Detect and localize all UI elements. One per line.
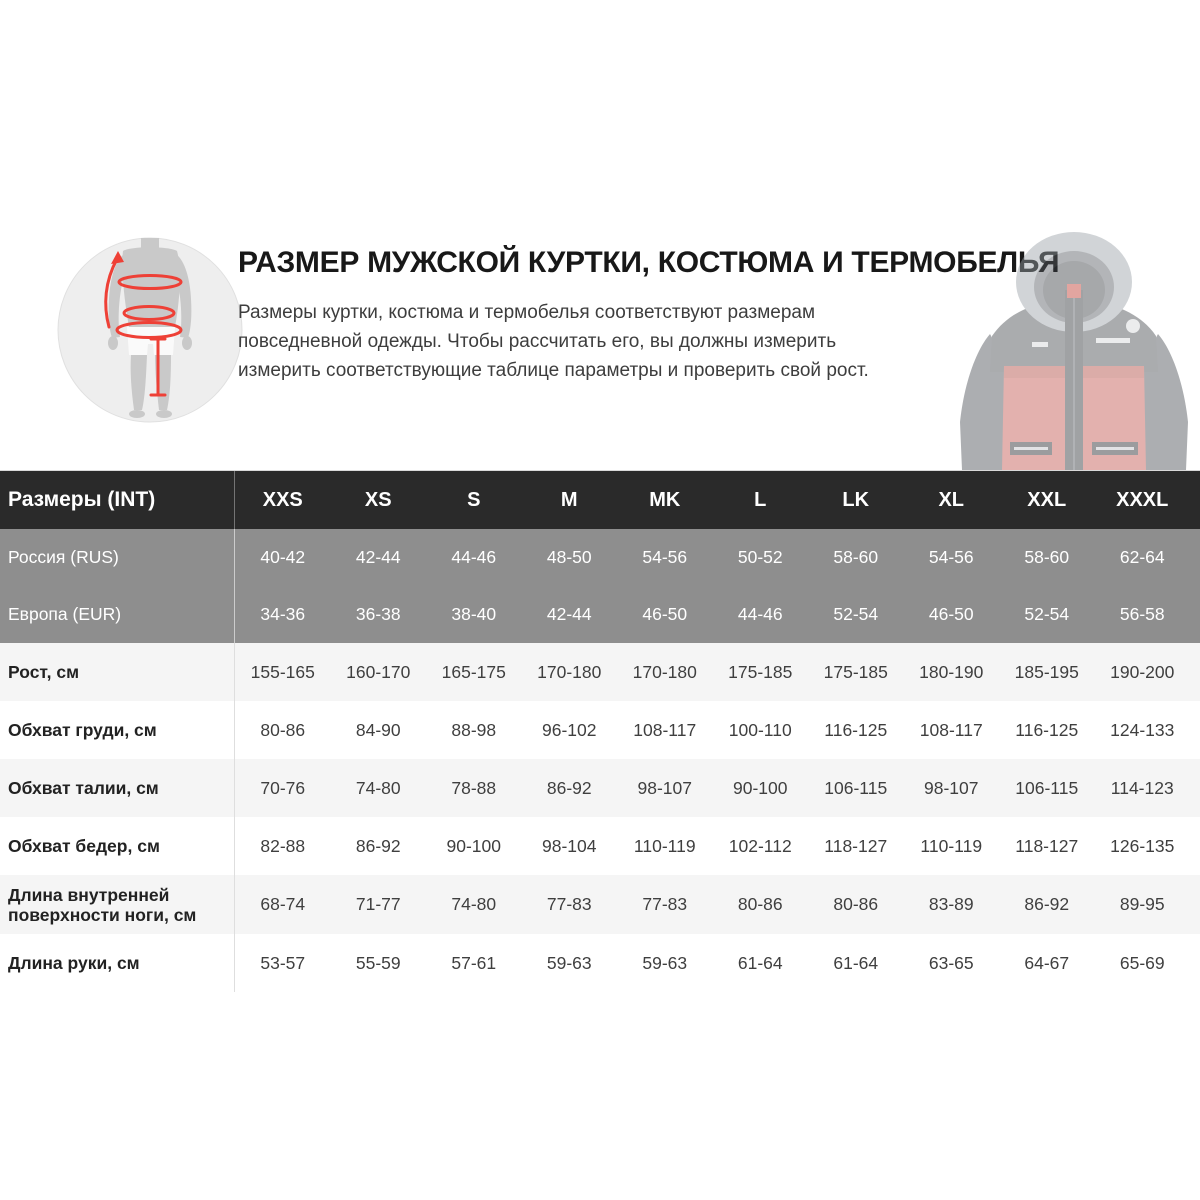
measurement-cell: 59-63 xyxy=(546,952,592,973)
jacket-illustration xyxy=(948,226,1200,470)
measurement-cell: 118-127 xyxy=(824,835,888,856)
measurement-cell: 88-98 xyxy=(451,719,497,740)
size-cell: 50-52 xyxy=(737,547,783,567)
measurement-cell: 98-104 xyxy=(542,835,597,856)
measurement-row-label: Обхват талии, см xyxy=(0,759,235,817)
measurement-cell: 80-86 xyxy=(737,894,783,914)
measurement-cell: 84-90 xyxy=(355,719,401,740)
size-cell: 48-50 xyxy=(546,547,592,567)
column-header-mk: MK xyxy=(649,488,681,511)
column-header-lk: LK xyxy=(842,488,870,511)
measurement-cell: 118-127 xyxy=(1015,835,1079,856)
size-cell: 38-40 xyxy=(451,604,497,624)
size-cell: 58-60 xyxy=(1024,547,1070,567)
measurement-row xyxy=(0,701,1200,759)
measurement-row-label: Обхват груди, см xyxy=(0,701,235,759)
measurement-cell: 110-119 xyxy=(633,835,696,856)
size-cell: 44-46 xyxy=(737,604,783,624)
measurement-cell: 65-69 xyxy=(1119,952,1165,973)
measurement-cell: 77-83 xyxy=(642,894,688,914)
body-measurement-illustration xyxy=(57,237,243,423)
measurement-cell: 90-100 xyxy=(446,835,501,856)
measurement-cell: 86-92 xyxy=(546,777,592,798)
measurement-cell: 59-63 xyxy=(642,952,688,973)
measurement-row xyxy=(0,934,1200,992)
table-header-row xyxy=(0,471,1200,529)
measurement-cell: 86-92 xyxy=(1024,894,1070,914)
size-standard-row xyxy=(0,586,1200,643)
measurement-cell: 83-89 xyxy=(928,894,974,914)
size-cell: 34-36 xyxy=(260,604,306,624)
measurement-cell: 61-64 xyxy=(833,952,879,973)
measurement-figure-icon xyxy=(57,237,243,423)
size-cell: 42-44 xyxy=(546,604,592,624)
size-cell: 46-50 xyxy=(928,604,974,624)
measurement-cell: 170-180 xyxy=(632,661,697,682)
measurement-cell: 110-119 xyxy=(920,835,983,856)
measurement-cell: 116-125 xyxy=(1015,719,1079,740)
table-header-label: Размеры (INT) xyxy=(0,471,235,529)
size-table xyxy=(0,470,1200,992)
size-cell: 42-44 xyxy=(355,547,401,567)
measurement-cell: 102-112 xyxy=(728,835,792,856)
column-header-m: M xyxy=(560,488,578,511)
size-cell: 36-38 xyxy=(355,604,401,624)
measurement-cell: 108-117 xyxy=(633,719,697,740)
measurement-cell: 106-115 xyxy=(824,777,888,798)
measurement-cell: 57-61 xyxy=(451,952,497,973)
measurement-cell: 165-175 xyxy=(441,661,506,682)
measurement-cell: 71-77 xyxy=(355,894,401,914)
column-header-xl: XL xyxy=(938,488,965,511)
measurement-row-label: Длина руки, см xyxy=(0,934,235,992)
measurement-row-label: Длина внутренней поверхности ноги, см xyxy=(0,875,235,934)
size-row-label: Европа (EUR) xyxy=(0,586,235,643)
measurement-cell: 82-88 xyxy=(260,835,306,856)
measurement-cell: 90-100 xyxy=(733,777,788,798)
measurement-cell: 61-64 xyxy=(737,952,783,973)
column-header-s: S xyxy=(467,488,481,511)
measurement-cell: 53-57 xyxy=(260,952,306,973)
measurement-cell: 86-92 xyxy=(355,835,401,856)
measurement-row xyxy=(0,643,1200,701)
size-row-label: Россия (RUS) xyxy=(0,529,235,586)
measurement-cell: 126-135 xyxy=(1110,835,1175,856)
measurement-cell: 74-80 xyxy=(355,777,401,798)
measurement-row-label: Рост, см xyxy=(0,643,235,701)
measurement-cell: 180-190 xyxy=(919,661,984,682)
size-cell: 40-42 xyxy=(260,547,306,567)
size-cell: 46-50 xyxy=(642,604,688,624)
measurement-cell: 80-86 xyxy=(833,894,879,914)
size-cell: 44-46 xyxy=(451,547,497,567)
size-standard-row xyxy=(0,529,1200,586)
column-header-xxl: XXL xyxy=(1027,488,1067,511)
measurement-cell: 96-102 xyxy=(542,719,597,740)
measurement-cell: 80-86 xyxy=(260,719,306,740)
measurement-row xyxy=(0,759,1200,817)
measurement-cell: 175-185 xyxy=(728,661,793,682)
measurement-row xyxy=(0,817,1200,875)
measurement-cell: 108-117 xyxy=(919,719,983,740)
measurement-cell: 78-88 xyxy=(451,777,497,798)
column-header-l: L xyxy=(754,488,767,511)
measurement-cell: 170-180 xyxy=(537,661,602,682)
size-cell: 52-54 xyxy=(833,604,879,624)
measurement-cell: 98-107 xyxy=(924,777,979,798)
measurement-cell: 98-107 xyxy=(637,777,692,798)
measurement-cell: 185-195 xyxy=(1014,661,1079,682)
size-cell: 62-64 xyxy=(1119,547,1165,567)
measurement-cell: 155-165 xyxy=(250,661,315,682)
jacket-product-image xyxy=(948,226,1200,470)
measurement-cell: 114-123 xyxy=(1110,777,1174,798)
column-header-xs: XS xyxy=(364,488,392,511)
size-cell: 52-54 xyxy=(1024,604,1070,624)
column-header-xxs: XXS xyxy=(262,488,303,511)
measurement-cell: 100-110 xyxy=(728,719,792,740)
measurement-cell: 74-80 xyxy=(451,894,497,914)
measurement-cell: 68-74 xyxy=(260,894,306,914)
measurement-cell: 77-83 xyxy=(546,894,592,914)
measurement-cell: 175-185 xyxy=(823,661,888,682)
measurement-cell: 63-65 xyxy=(928,952,974,973)
measurement-cell: 64-67 xyxy=(1024,952,1070,973)
measurement-cell: 55-59 xyxy=(355,952,401,973)
column-header-xxxl: XXXL xyxy=(1116,488,1169,511)
measurement-cell: 106-115 xyxy=(1015,777,1079,798)
measurement-cell: 70-76 xyxy=(260,777,306,798)
measurement-cell: 124-133 xyxy=(1110,719,1175,740)
size-cell: 56-58 xyxy=(1119,604,1165,624)
page-description: Размеры куртки, костюма и термобелья соответствуют размерам повседневной одежды. Чтобы рассчитать его, вы должны измерить измерить соответствующие таблице параметры и проверить свой рост. xyxy=(238,302,869,381)
size-cell: 58-60 xyxy=(833,547,879,567)
page-title: РАЗМЕР МУЖСКОЙ КУРТКИ, КОСТЮМА И ТЕРМОБЕЛЬЯ xyxy=(238,246,1060,279)
size-cell: 54-56 xyxy=(928,547,974,567)
measurement-cell: 116-125 xyxy=(824,719,888,740)
measurement-cell: 160-170 xyxy=(346,661,411,682)
measurement-cell: 89-95 xyxy=(1119,894,1165,914)
measurement-row-label: Обхват бедер, см xyxy=(0,817,235,875)
measurement-cell: 190-200 xyxy=(1110,661,1175,682)
measurement-row xyxy=(0,875,1200,934)
size-cell: 54-56 xyxy=(642,547,688,567)
